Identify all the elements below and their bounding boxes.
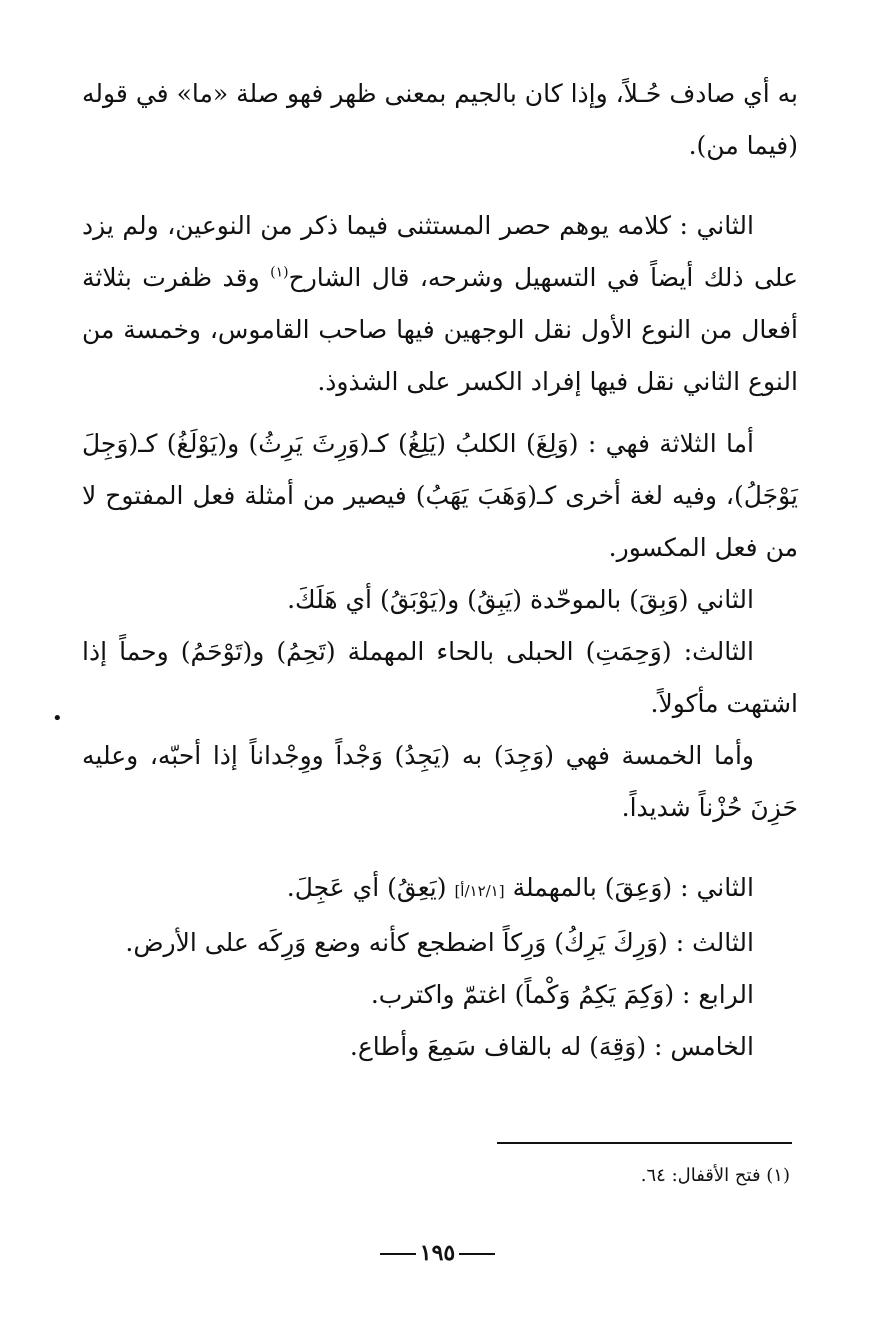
list-item-second-after: (يَعِقُ) أي عَجِلَ.	[286, 873, 447, 902]
paragraph-3: أما الثلاثة فهي : (وَلِغَ) الكلبُ (يَلِغُ) كـ(وَرِثَ يَرِثُ) و(يَوْلَغُ) كـ(وَجِلَ يَوْجَلُ)، وفيه لغة أخرى كـ(وَهَبَ يَهَبُ) فيصير من أمثلة فعل المفتوح لا من فعل المكسور.	[82, 429, 798, 562]
page-number-dash-right	[380, 1253, 416, 1255]
page-number-value: ١٩٥	[419, 1240, 456, 1266]
footnote-ref-mark[interactable]: (١)	[270, 264, 289, 281]
list-item-second	[82, 862, 798, 917]
paragraph-6: وأما الخمسة فهي (وَجِدَ) به (يَجِدُ) وَجْداً ووِجْداناً إذا أحبّه، وعليه حَزِنَ حُزْناً شديداً.	[82, 741, 798, 822]
paragraph-1: به أي صادف حُـلاً، وإذا كان بالجيم بمعنى ظهر فهو صلة «ما» في قوله (فيما من).	[82, 79, 798, 160]
manuscript-folio-marker: [١٢/١/أ]	[454, 882, 505, 900]
footnote-divider	[497, 1142, 792, 1144]
list-item-second-before: الثاني : (وَعِقَ) بالمهملة	[512, 873, 754, 902]
page-number-dash-left	[459, 1253, 495, 1255]
paragraph-2-part-1: الثاني : كلامه يوهم حصر المستثنى فيما ذكر من النوعين، ولم يزد على ذلك أيضاً في التسهيل وشرحه، قال الشارح	[82, 211, 798, 292]
main-text	[82, 68, 798, 1073]
paragraph-2-part-2: وقد ظفرت بثلاثة أفعال من النوع الأول نقل الوجهين فيها صاحب القاموس، وخمسة من النوع الثاني نقل فيها إفراد الكسر على الشذوذ.	[82, 263, 798, 396]
paragraph-5: الثالث: (وَحِمَتِ) الحبلى بالحاء المهملة (تَحِمُ) و(تَوْحَمُ) وحماً إذا اشتهت مأكولاً.	[82, 637, 798, 718]
paragraph-2	[82, 200, 798, 408]
list-item-fourth: الرابع : (وَكِمَ يَكِمُ وَكْماً) اغتمّ واكترب.	[370, 980, 754, 1009]
paragraph-4: الثاني (وَبِقَ) بالموحّدة (يَبِقُ) و(يَوْبَقُ) أي هَلَكَ.	[287, 585, 754, 614]
footnote: (١) فتح الأقفال: ٦٤.	[640, 1165, 790, 1186]
list-item-fifth: الخامس : (وَقِهَ) له بالقاف سَمِعَ وأطاع.	[349, 1032, 754, 1061]
list-item-third: الثالث : (وَرِكَ يَرِكُ) وَرِكاً اضطجع كأنه وضع وَرِكَه على الأرض.	[125, 928, 754, 957]
page-number	[0, 1240, 875, 1266]
margin-mark: •	[52, 708, 63, 729]
